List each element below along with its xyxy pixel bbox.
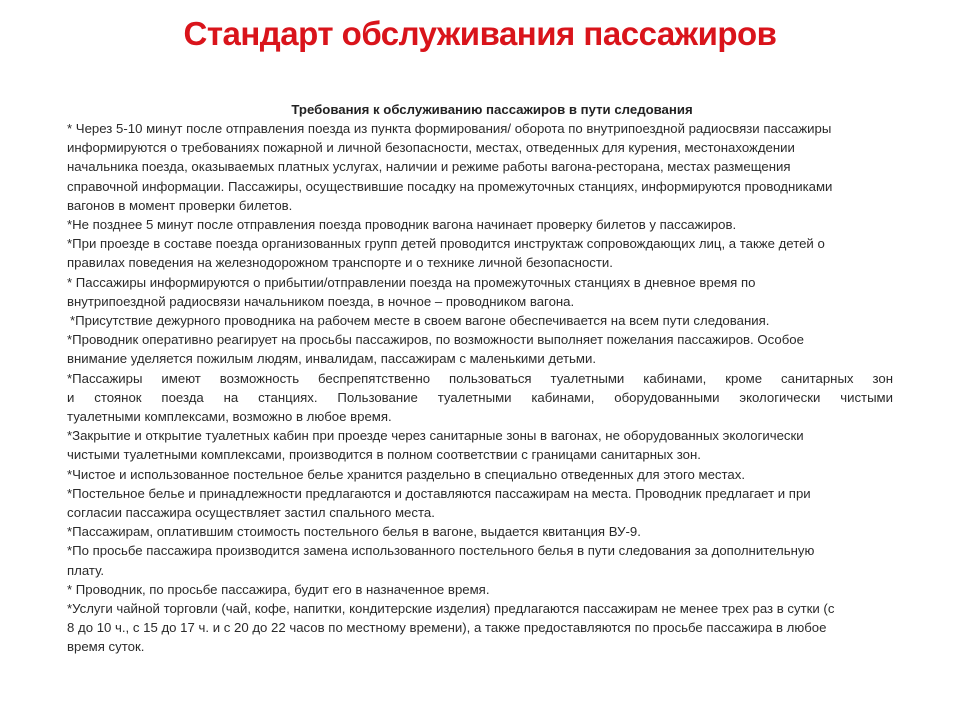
text-line: плату. xyxy=(67,562,105,578)
text-line: *Пассажирам, оплатившим стоимость постельного белья в вагоне, выдается квитанция ВУ-9. xyxy=(67,524,641,540)
requirement-paragraph-toilet-usage xyxy=(67,369,907,427)
requirement-paragraph-wake-up xyxy=(67,580,907,599)
slide-title: Стандарт обслуживания пассажиров xyxy=(183,15,777,52)
text-line: справочной информации. Пассажиры, осуществившие посадку на промежуточных станциях, информируются проводниками xyxy=(67,178,833,194)
requirement-paragraph-children-groups xyxy=(67,234,907,272)
text-line: начальника поезда, оказываемых платных услугах, наличии и режиме работы вагона-ресторана, местах размещения xyxy=(67,159,791,175)
text-line: * Через 5-10 минут после отправления поезда из пункта формирования/ оборота по внутрипоездной радиосвязи пассажиры xyxy=(67,121,832,136)
text-line: * Проводник, по просьбе пассажира, будит его в назначенное время. xyxy=(67,581,490,597)
requirement-paragraph-safety-briefing xyxy=(67,119,907,215)
requirement-paragraph-linen-storage xyxy=(67,465,907,484)
requirement-paragraph-tea-service xyxy=(67,599,907,657)
requirement-paragraph-passenger-requests xyxy=(67,330,907,368)
requirement-paragraph-toilet-closing xyxy=(67,426,907,464)
requirement-paragraph-linen-replacement xyxy=(67,541,907,579)
requirement-paragraph-linen-receipt xyxy=(67,522,907,541)
text-line: внутрипоездной радиосвязи начальником поезда, в ночное – проводником вагона. xyxy=(67,293,575,309)
text-line: вагонов в момент проверки билетов. xyxy=(67,197,293,213)
requirement-paragraph-linen-delivery xyxy=(67,484,907,522)
text-line: туалетными комплексами, возможно в любое время. xyxy=(67,409,392,425)
text-line: *Проводник оперативно реагирует на просьбы пассажиров, по возможности выполняет пожелания пассажиров. Особое xyxy=(67,332,804,348)
requirement-paragraph-ticket-check xyxy=(67,215,907,234)
text-line: и стоянок поезда на станциях. Пользование туалетными кабинами, оборудованными экологически чистыми xyxy=(67,389,893,405)
text-line: чистыми туалетными комплексами, производится в полном соответствии с границами санитарных зон. xyxy=(67,447,701,463)
requirement-paragraph-duty-attendant xyxy=(67,311,907,330)
text-line: время суток. xyxy=(67,639,145,655)
text-line: *Присутствие дежурного проводника на рабочем месте в своем вагоне обеспечивается на всем пути следования. xyxy=(70,313,770,329)
text-line: внимание уделяется пожилым людям, инвалидам, пассажирам с маленькими детьми. xyxy=(67,351,596,367)
text-line: *Закрытие и открытие туалетных кабин при проезде через санитарные зоны в вагонах, не оборудованных экологически xyxy=(67,428,804,444)
text-line: *Не позднее 5 минут после отправления поезда проводник вагона начинает проверку билетов у пассажиров. xyxy=(67,217,737,233)
text-line: 8 до 10 ч., с 15 до 17 ч. и с 20 до 22 часов по местному времени), а также предоставляются по просьбе пассажира в любое xyxy=(67,620,827,636)
text-line: *При проезде в составе поезда организованных групп детей проводится инструктаж сопровождающих лиц, а также детей о xyxy=(67,236,825,252)
slide-content xyxy=(67,100,907,657)
text-line: * Пассажиры информируются о прибытии/отправлении поезда на промежуточных станциях в дневное время по xyxy=(67,274,756,290)
text-line: *Постельное белье и принадлежности предлагаются и доставляются пассажирам на места. Проводник предлагает и при xyxy=(67,485,811,501)
section-subtitle: Требования к обслуживанию пассажиров в пути следования xyxy=(291,102,693,117)
requirement-paragraph-arrival-announcements xyxy=(67,273,907,311)
text-line: *Чистое и использованное постельное белье хранится раздельно в специально отведенных для этого местах. xyxy=(67,466,745,482)
text-line: правилах поведения на железнодорожном транспорте и о технике личной безопасности. xyxy=(67,255,613,271)
text-line: *По просьбе пассажира производится замена использованного постельного белья в пути следования за дополнительную xyxy=(67,543,815,559)
text-line: *Услуги чайной торговли (чай, кофе, напитки, кондитерские изделия) предлагаются пассажирам не менее трех раз в сутки (с xyxy=(67,601,835,617)
text-line: согласии пассажира осуществляет застил спального места. xyxy=(67,505,435,521)
text-line: информируются о требованиях пожарной и личной безопасности, местах, отведенных для курения, местонахождении xyxy=(67,140,795,156)
text-line: *Пассажиры имеют возможность беспрепятственно пользоваться туалетными кабинами, кроме санитарных зон xyxy=(67,370,893,386)
